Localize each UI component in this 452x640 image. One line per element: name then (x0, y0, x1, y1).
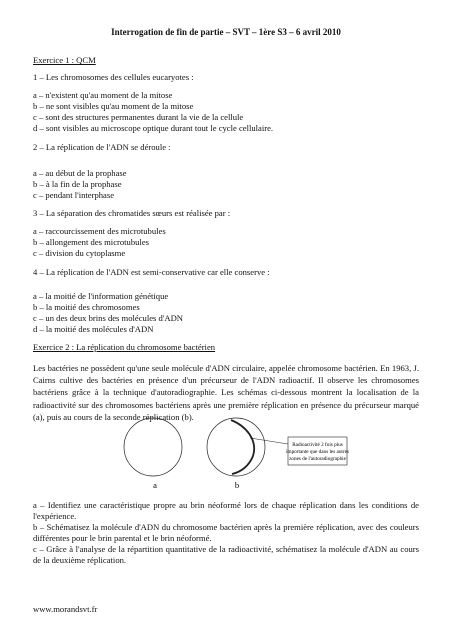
replication-eye-strand (231, 420, 254, 474)
exercise2-intro: Les bactéries ne possèdent qu'une seule molécule d'ADN circulaire, appelée chromosome bactérien. En 1963, J. Cairns cultive des bactéries en présence d'un précurseur de l'ADN radioactif. Il observe les chromosomes bactériens grâce à la technique d'autoradiographie. Les schémas ci-dessous montrent la localisation de la radioactivité sur des chromosomes bactériens après une première réplication en présence du précurseur marqué (a), puis au cours de la seconde réplication (b). (33, 363, 419, 422)
annotation-line-3: zones de l'autoradiographie (289, 456, 346, 462)
q2-option-c: c – pendant l'interphase (33, 190, 115, 200)
q1-option-c: c – sont des structures permanentes durant la vie de la cellule (33, 112, 244, 122)
exercise1-heading: Exercice 1 : QCM (33, 55, 96, 65)
annotation-line-1: Radioactivité 2 fois plus (292, 442, 343, 448)
q4-option-c: c – un des deux brins des molécules d'ADN (33, 313, 184, 323)
q4-option-d: d – la moitié des molécules d'ADN (33, 324, 154, 334)
q4-option-b: b – la moitié des chromosomes (33, 302, 140, 312)
exercise2-heading: Exercice 2 : La réplication du chromosome bactérien (33, 342, 216, 352)
q4-question: 4 – La réplication de l'ADN est semi-conservative car elle conserve : (33, 267, 270, 277)
q3-option-b: b – allongement des microtubules (33, 237, 149, 247)
q2-question: 2 – La réplication de l'ADN se déroule : (33, 142, 171, 152)
q3-question: 3 – La séparation des chromatides sœurs est réalisée par : (33, 208, 231, 218)
exercise2-question-c: c – Grâce à l'analyse de la répartition quantitative de la radioactivité, schématisez la molécule d'ADN au cours de la deuxième réplication. (33, 544, 419, 565)
q1-option-d: d – sont visibles au microscope optique durant tout le cycle cellulaire. (33, 123, 274, 133)
annotation-line-2: importante que dans les autres (286, 449, 349, 455)
page-title: Interrogation de fin de partie – SVT – 1ère S3 – 6 avril 2010 (111, 27, 341, 37)
exercise2-question-a: a – Identifiez une caractéristique propre au brin néoformé lors de chaque réplication dans les conditions de l'expérience. (33, 500, 419, 521)
q1-option-a: a – n'existent qu'au moment de la mitose (33, 90, 173, 100)
q2-option-a: a – au début de la prophase (33, 168, 127, 178)
exercise2-question-b: b – Schématisez la molécule d'ADN du chromosome bactérien après la première réplication, avec des couleurs différentes pour le brin parental et le brin néoformé. (33, 522, 419, 543)
figure-label-b: b (234, 480, 240, 490)
q2-option-b: b – à la fin de la prophase (33, 179, 122, 189)
figure-label-a: a (153, 480, 157, 490)
q3-option-a: a – raccourcissement des microtubules (33, 226, 166, 236)
chromosome-a-circle (124, 418, 182, 476)
annotation-pointer (250, 438, 288, 444)
footer-url: www.morandsvt.fr (33, 604, 98, 614)
q4-option-a: a – la moitié de l'information génétique (33, 291, 169, 301)
q1-question: 1 – Les chromosomes des cellules eucaryotes : (33, 72, 194, 82)
chromosome-b-circle (207, 418, 265, 476)
q1-option-b: b – ne sont visibles qu'au moment de la mitose (33, 101, 194, 111)
q3-option-c: c – division du cytoplasme (33, 248, 126, 258)
